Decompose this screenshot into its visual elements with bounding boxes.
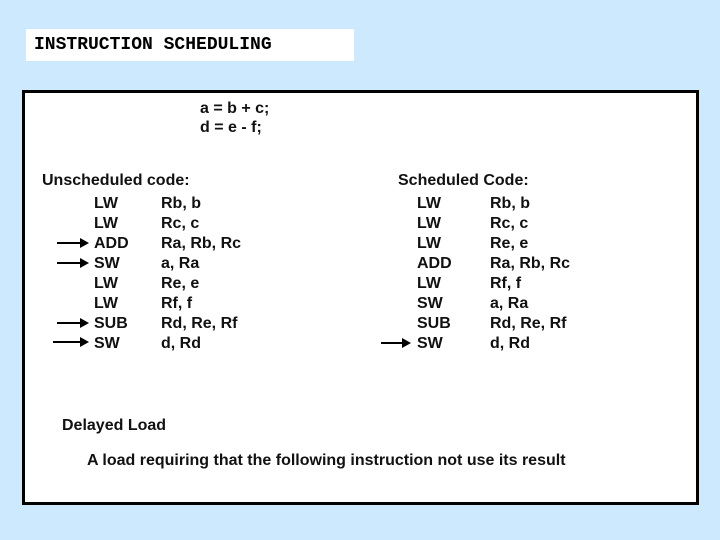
unscheduled-op: SW — [94, 335, 120, 352]
unscheduled-args: Ra, Rb, Rc — [161, 235, 242, 252]
scheduled-args: Rd, Re, Rf — [490, 315, 567, 332]
unscheduled-args: Rd, Re, Rf — [161, 315, 238, 332]
scheduled-args: a, Ra — [490, 295, 529, 312]
unscheduled-op: LW — [94, 295, 118, 312]
unscheduled-args: Re, e — [161, 275, 200, 292]
unscheduled-args: Rf, f — [161, 295, 193, 312]
unscheduled-args: a, Ra — [161, 255, 200, 272]
unscheduled-op: LW — [94, 195, 118, 212]
scheduled-args: Rc, c — [490, 215, 529, 232]
scheduled-args: Ra, Rb, Rc — [490, 255, 571, 272]
scheduled-args: Rf, f — [490, 275, 522, 292]
delayed-load-heading: Delayed Load — [62, 417, 167, 434]
unscheduled-op: LW — [94, 275, 118, 292]
statement-line-2: d = e - f; — [200, 119, 262, 136]
scheduled-op: SW — [417, 335, 443, 352]
statement-line-1: a = b + c; — [200, 100, 270, 117]
unscheduled-op: ADD — [94, 235, 129, 252]
unscheduled-args: d, Rd — [161, 335, 201, 352]
unscheduled-args: Rb, b — [161, 195, 201, 212]
scheduled-args: d, Rd — [490, 335, 530, 352]
scheduled-op: SUB — [417, 315, 451, 332]
arrow-icon — [57, 322, 87, 324]
scheduled-op: LW — [417, 275, 441, 292]
unscheduled-op: SUB — [94, 315, 128, 332]
scheduled-op: LW — [417, 195, 441, 212]
unscheduled-heading: Unscheduled code: — [42, 172, 190, 189]
unscheduled-op: LW — [94, 215, 118, 232]
arrow-icon — [53, 341, 87, 343]
slide-title: INSTRUCTION SCHEDULING — [26, 29, 354, 61]
scheduled-heading: Scheduled Code: — [398, 172, 529, 189]
unscheduled-op: SW — [94, 255, 120, 272]
scheduled-args: Rb, b — [490, 195, 530, 212]
unscheduled-args: Rc, c — [161, 215, 200, 232]
arrow-icon — [57, 242, 87, 244]
arrow-icon — [381, 342, 409, 344]
arrow-icon — [57, 262, 87, 264]
delayed-load-description: A load requiring that the following instruction not use its result — [87, 452, 566, 469]
diagram-panel — [22, 90, 699, 505]
scheduled-args: Re, e — [490, 235, 529, 252]
scheduled-op: LW — [417, 235, 441, 252]
scheduled-op: ADD — [417, 255, 452, 272]
scheduled-op: LW — [417, 215, 441, 232]
scheduled-op: SW — [417, 295, 443, 312]
